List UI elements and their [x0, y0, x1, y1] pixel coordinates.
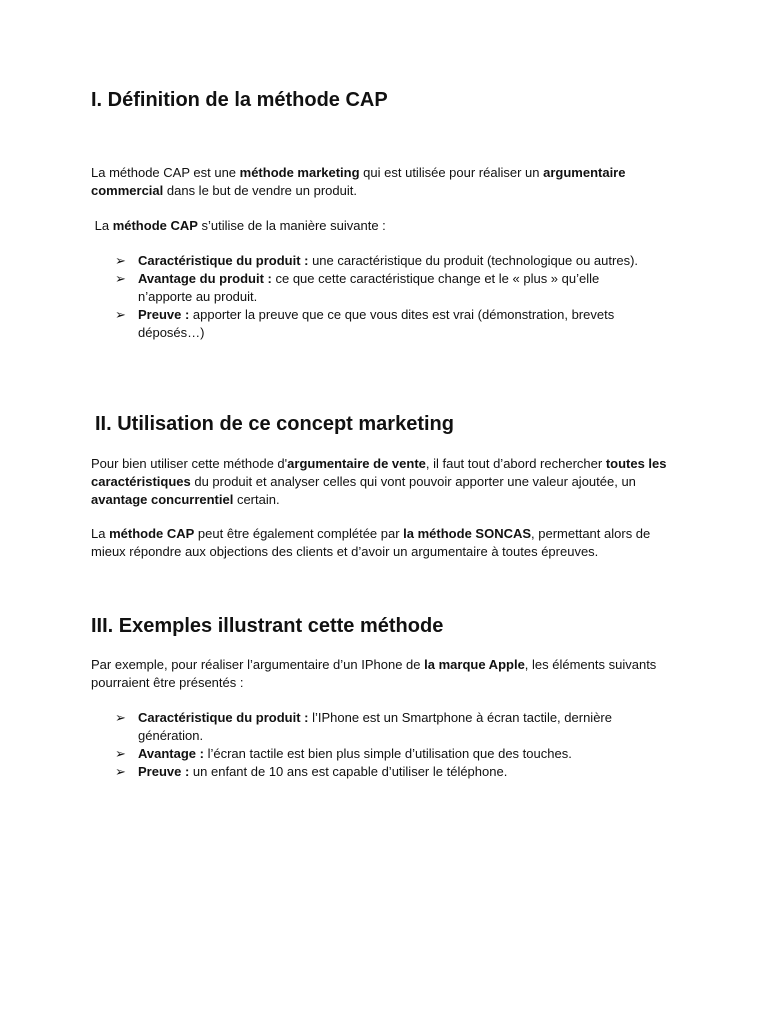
text-run: s’utilise de la manière suivante : — [197, 218, 386, 233]
bullet-term: Caractéristique du produit : — [138, 710, 309, 725]
text-run: La — [91, 526, 110, 541]
text-run: , les éléments suivants pourraient être présentés : — [91, 657, 657, 690]
section-3-title: III. Exemples illustrant cette méthode — [91, 615, 444, 637]
arrowhead-bullet-icon: ➢ — [115, 764, 126, 779]
section-1-bullet-list — [115, 252, 650, 342]
arrowhead-bullet-icon: ➢ — [115, 746, 126, 761]
list-item — [115, 763, 650, 781]
list-item — [115, 306, 650, 342]
bold-term: la marque Apple — [424, 657, 525, 672]
text-run: , permettant alors de mieux répondre aux objections des clients et d’avoir un argumentaire à toutes épreuves. — [91, 526, 651, 559]
text-run: qui est utilisée pour réaliser un — [359, 165, 544, 180]
list-item — [115, 270, 650, 306]
bullet-term: Avantage du produit : — [138, 271, 272, 286]
bullet-text: l’écran tactile est bien plus simple d’utilisation que des touches. — [203, 746, 572, 761]
section-3-bullet-list — [115, 709, 650, 781]
bold-term: toutes les caractéristiques — [91, 456, 667, 489]
text-run: La — [91, 218, 113, 233]
text-run: La méthode CAP est une — [91, 165, 240, 180]
text-run: dans le but de vendre un produit. — [163, 183, 357, 198]
arrowhead-bullet-icon: ➢ — [115, 710, 126, 725]
bullet-text: ce que cette caractéristique change et le « plus » qu’elle n’apporte au produit. — [138, 271, 600, 304]
bullet-term: Preuve : — [138, 307, 190, 322]
arrowhead-bullet-icon: ➢ — [115, 253, 126, 268]
text-run: Par exemple, pour réaliser l’argumentaire d’un IPhone de — [91, 657, 425, 672]
list-item — [115, 252, 650, 270]
text-run: du produit et analyser celles qui vont pouvoir apporter une valeur ajoutée, un — [190, 474, 636, 489]
arrowhead-bullet-icon: ➢ — [115, 307, 126, 322]
bold-term: argumentaire commercial — [91, 165, 626, 198]
section-2-paragraph-1 — [91, 455, 681, 509]
section-1-paragraph-2 — [91, 217, 681, 235]
list-item — [115, 709, 650, 745]
bullet-term: Avantage : — [138, 746, 204, 761]
section-1-paragraph-1 — [91, 164, 681, 200]
arrowhead-bullet-icon: ➢ — [115, 271, 126, 286]
bold-term: méthode CAP — [109, 526, 195, 541]
bullet-text: l’IPhone est un Smartphone à écran tactile, dernière génération. — [138, 710, 612, 743]
section-1-title: I. Définition de la méthode CAP — [91, 89, 388, 111]
bold-term: méthode marketing — [239, 165, 360, 180]
section-2-title: II. Utilisation de ce concept marketing — [95, 413, 454, 435]
bullet-text: apporter la preuve que ce que vous dites est vrai (démonstration, brevets déposés…) — [138, 307, 615, 340]
text-run: certain. — [233, 492, 280, 507]
bold-term: avantage concurrentiel — [91, 492, 234, 507]
list-item — [115, 745, 650, 763]
bullet-text: une caractéristique du produit (technologique ou autres). — [308, 253, 639, 268]
bullet-text: un enfant de 10 ans est capable d’utiliser le téléphone. — [189, 764, 508, 779]
bold-term: la méthode SONCAS — [403, 526, 532, 541]
bullet-term: Preuve : — [138, 764, 190, 779]
section-2-paragraph-2 — [91, 525, 681, 561]
text-run: , il faut tout d’abord rechercher — [425, 456, 606, 471]
text-run: Pour bien utiliser cette méthode d' — [91, 456, 288, 471]
bold-term: argumentaire de vente — [287, 456, 426, 471]
bullet-term: Caractéristique du produit : — [138, 253, 309, 268]
text-run: peut être également complétée par — [194, 526, 404, 541]
section-3-paragraph-1 — [91, 656, 681, 692]
bold-term: méthode CAP — [112, 218, 198, 233]
